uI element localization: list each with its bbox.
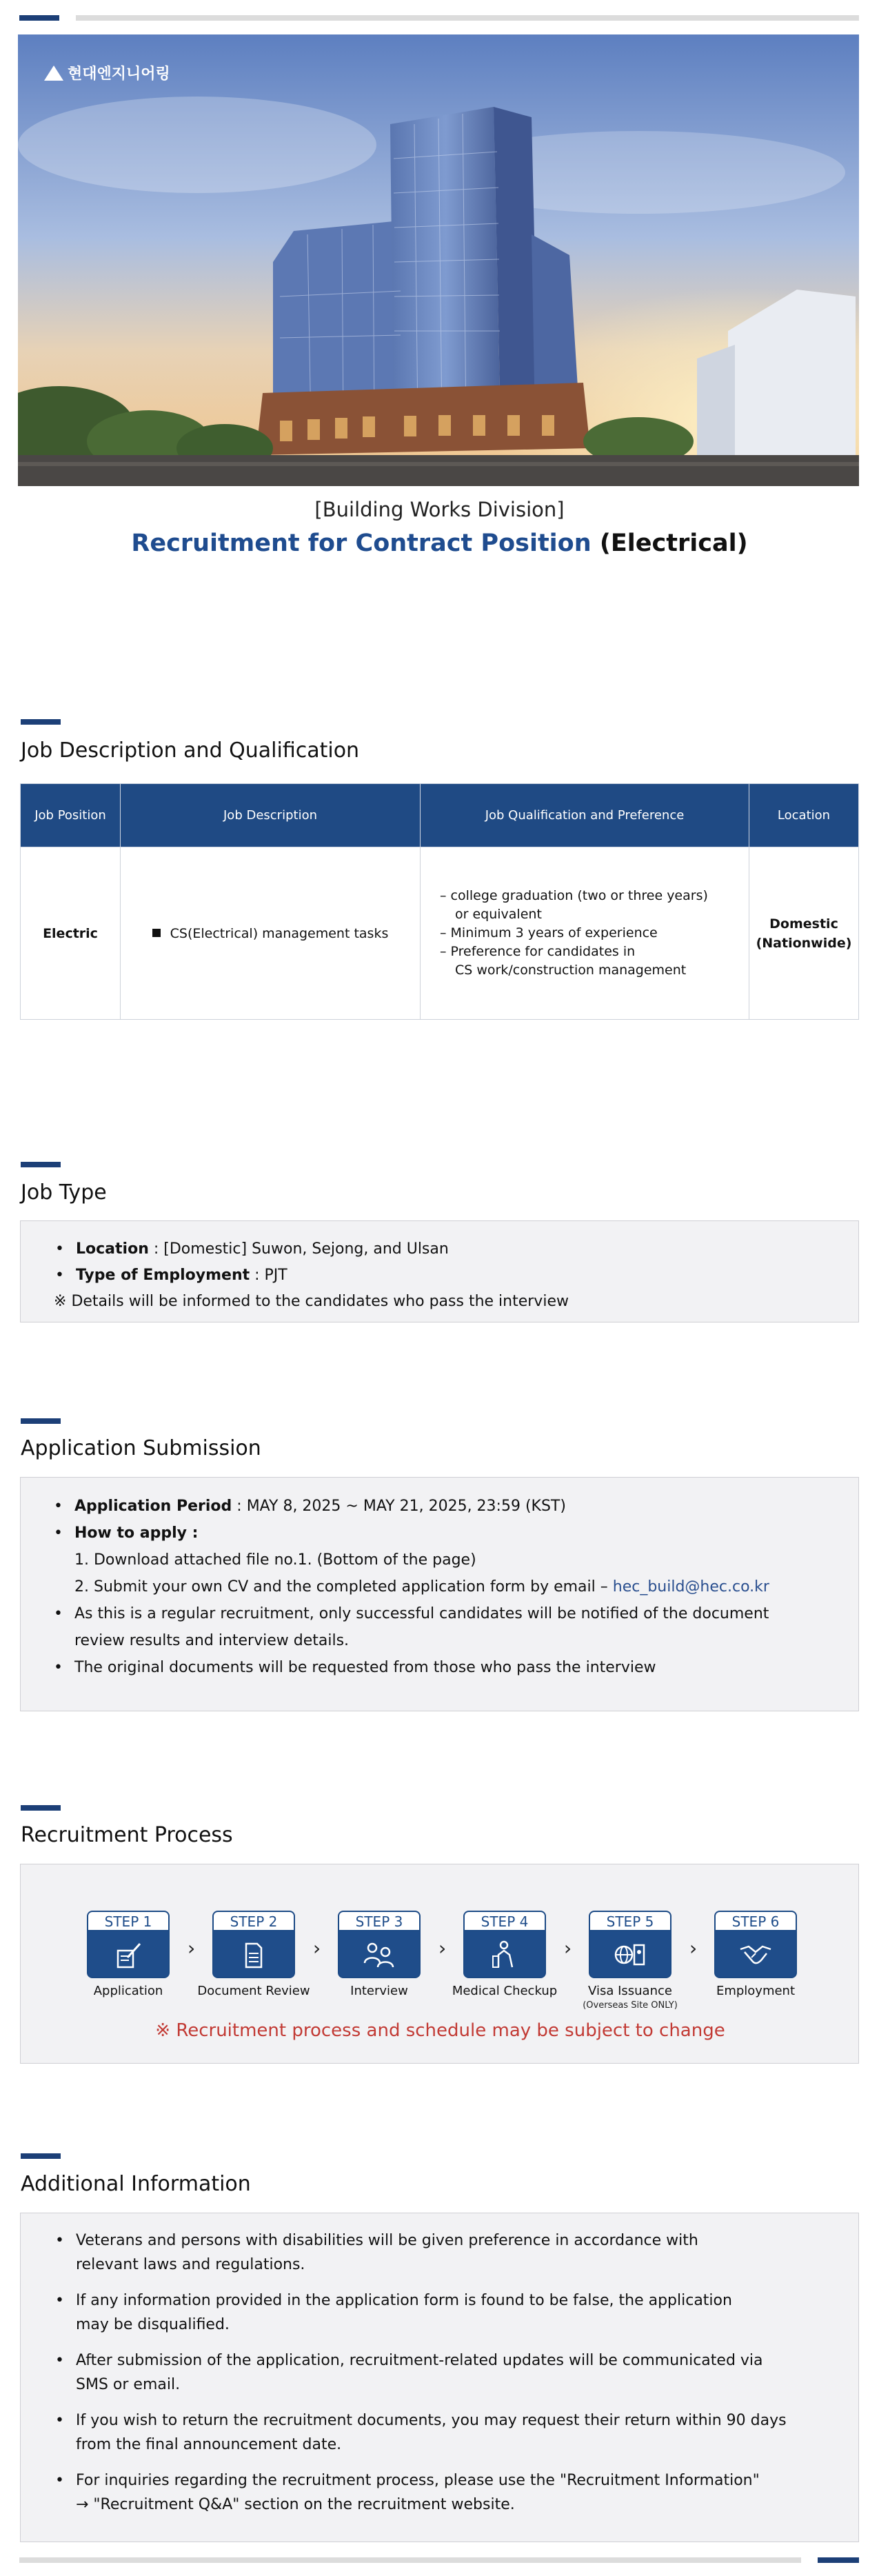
title-main: Recruitment for Contract Position (131, 530, 592, 557)
cell-location (749, 847, 859, 1020)
qualification-line: or equivalent (455, 907, 542, 922)
process-steps (87, 1911, 797, 2028)
chevron-right-icon: › (188, 1937, 196, 1960)
hero-building-image (18, 34, 859, 486)
top-accent-bar (19, 15, 59, 21)
process-step-6 (714, 1911, 797, 1998)
description-text: CS(Electrical) management tasks (170, 925, 389, 941)
medical-icon (465, 1940, 545, 1974)
process-step-5 (583, 1911, 678, 2011)
chevron-right-icon: › (313, 1937, 321, 1960)
item-text: may be disqualified. (76, 2316, 230, 2333)
list-item (21, 2288, 858, 2337)
logo-text: 현대엔지니어링 (68, 66, 170, 83)
item-text: As this is a regular recruitment, only successful candidates will be notified of the document (74, 1605, 769, 1622)
item-value: : PJT (250, 1267, 287, 1284)
qualification-line: – Preference for candidates in (440, 944, 636, 959)
table-row (21, 847, 859, 1020)
square-bullet-icon (152, 929, 161, 937)
step-label: STEP 1 (88, 1912, 168, 1931)
item-label: Location (76, 1240, 149, 1258)
bottom-divider (19, 2557, 859, 2563)
list-item (21, 2228, 858, 2277)
title-suffix: (Electrical) (599, 530, 748, 557)
step-name: Interview (350, 1984, 408, 1998)
list-item (21, 1236, 858, 1262)
process-step-3 (338, 1911, 421, 1998)
section-title-application: Application Submission (21, 1436, 261, 1460)
list-note (21, 1289, 858, 1315)
section-accent-bar (21, 719, 61, 725)
company-logo (44, 62, 170, 83)
item-text: If you wish to return the recruitment documents, you may request their return within 90 days (76, 2412, 787, 2429)
process-step-1 (87, 1911, 170, 1998)
step-name: Visa Issuance (588, 1984, 672, 1998)
list-item (21, 2468, 858, 2517)
location-line: (Nationwide) (756, 935, 852, 951)
item-text: After submission of the application, recruitment-related updates will be communicated via (76, 2352, 763, 2369)
note-text: Details will be informed to the candidates who pass the interview (71, 1293, 569, 1310)
list-item (21, 1262, 858, 1289)
handshake-icon (716, 1940, 796, 1974)
section-accent-bar (21, 2153, 61, 2159)
col-header-qualification: Job Qualification and Preference (421, 784, 749, 847)
pen-paper-icon (88, 1940, 168, 1974)
process-note: ※ Recruitment process and schedule may be subject to change (155, 2020, 725, 2041)
cell-qualification (421, 847, 749, 1020)
job-table (20, 783, 859, 1020)
col-header-position: Job Position (21, 784, 121, 847)
document-icon (214, 1940, 294, 1974)
list-item (21, 1600, 858, 1654)
list-item (21, 2348, 858, 2397)
chevron-right-icon: › (689, 1937, 698, 1960)
section-accent-bar (21, 1162, 61, 1167)
step-label: STEP 2 (214, 1912, 294, 1931)
item-text: For inquiries regarding the recruitment process, please use the "Recruitment Information" (76, 2472, 760, 2489)
list-item (21, 1493, 858, 1520)
list-item (21, 2408, 858, 2457)
step-label: STEP 6 (716, 1912, 796, 1931)
step-name: Document Review (197, 1984, 310, 1998)
item-text: If any information provided in the application form is found to be false, the application (76, 2292, 732, 2309)
email-link[interactable]: hec_build@hec.co.kr (612, 1578, 769, 1596)
bottom-grey-bar (19, 2557, 801, 2563)
step-name: Medical Checkup (452, 1984, 558, 1998)
qualification-line: – college graduation (two or three years) (440, 888, 708, 903)
top-grey-bar (76, 15, 859, 21)
section-title-additional: Additional Information (21, 2172, 251, 2196)
apply-step-text: 2. Submit your own CV and the completed application form by email – (74, 1578, 613, 1596)
apply-step: 1. Download attached file no.1. (Bottom of the page) (74, 1551, 476, 1569)
people-icon (339, 1940, 419, 1974)
cell-description (121, 847, 421, 1020)
note-mark: ※ (54, 1293, 67, 1310)
item-text: SMS or email. (76, 2376, 181, 2393)
item-value: : [Domestic] Suwon, Sejong, and Ulsan (148, 1240, 449, 1258)
page-title (0, 530, 879, 557)
process-step-2 (197, 1911, 310, 1998)
item-text: Veterans and persons with disabilities will be given preference in accordance with (76, 2232, 698, 2249)
location-line: Domestic (769, 916, 838, 932)
step-label: STEP 3 (339, 1912, 419, 1931)
item-value: : MAY 8, 2025 ~ MAY 21, 2025, 23:59 (KST) (232, 1498, 566, 1515)
top-divider (19, 15, 859, 22)
logo-mark-icon (44, 66, 63, 81)
section-title-job-type: Job Type (21, 1180, 107, 1205)
item-label: Type of Employment (76, 1267, 250, 1284)
item-text: → "Recruitment Q&A" section on the recruitment website. (76, 2496, 515, 2513)
section-title-job-description: Job Description and Qualification (21, 738, 360, 763)
item-label: How to apply : (74, 1525, 199, 1542)
item-label: Application Period (74, 1498, 232, 1515)
item-text: from the final announcement date. (76, 2436, 342, 2453)
table-header-row (21, 784, 859, 847)
step-name: Employment (716, 1984, 796, 1998)
process-step-4 (452, 1911, 558, 1998)
step-label: STEP 5 (590, 1912, 670, 1931)
step-name: Application (93, 1984, 163, 1998)
item-text: review results and interview details. (74, 1632, 350, 1649)
qualification-line: – Minimum 3 years of experience (440, 925, 658, 940)
step-subnote: (Overseas Site ONLY) (583, 2000, 678, 2011)
section-accent-bar (21, 1418, 61, 1424)
cell-position: Electric (21, 847, 121, 1020)
section-title-process: Recruitment Process (21, 1823, 233, 1847)
list-item: • The original documents will be requested from those who pass the interview (21, 1654, 858, 1681)
item-text: relevant laws and regulations. (76, 2256, 305, 2273)
step-label: STEP 4 (465, 1912, 545, 1931)
qualification-line: CS work/construction management (455, 963, 687, 978)
chevron-right-icon: › (438, 1937, 447, 1960)
col-header-description: Job Description (121, 784, 421, 847)
additional-info-box (20, 2213, 859, 2542)
list-item (21, 1520, 858, 1547)
job-type-box (20, 1220, 859, 1322)
apply-step (21, 1573, 858, 1600)
globe-passport-icon (590, 1940, 670, 1974)
bottom-accent-bar (818, 2557, 859, 2563)
process-box (20, 1864, 859, 2064)
chevron-right-icon: › (564, 1937, 572, 1960)
division-subtitle: [Building Works Division] (314, 498, 565, 521)
application-box (20, 1477, 859, 1711)
section-accent-bar (21, 1805, 61, 1811)
col-header-location: Location (749, 784, 859, 847)
building-illustration (18, 34, 859, 486)
